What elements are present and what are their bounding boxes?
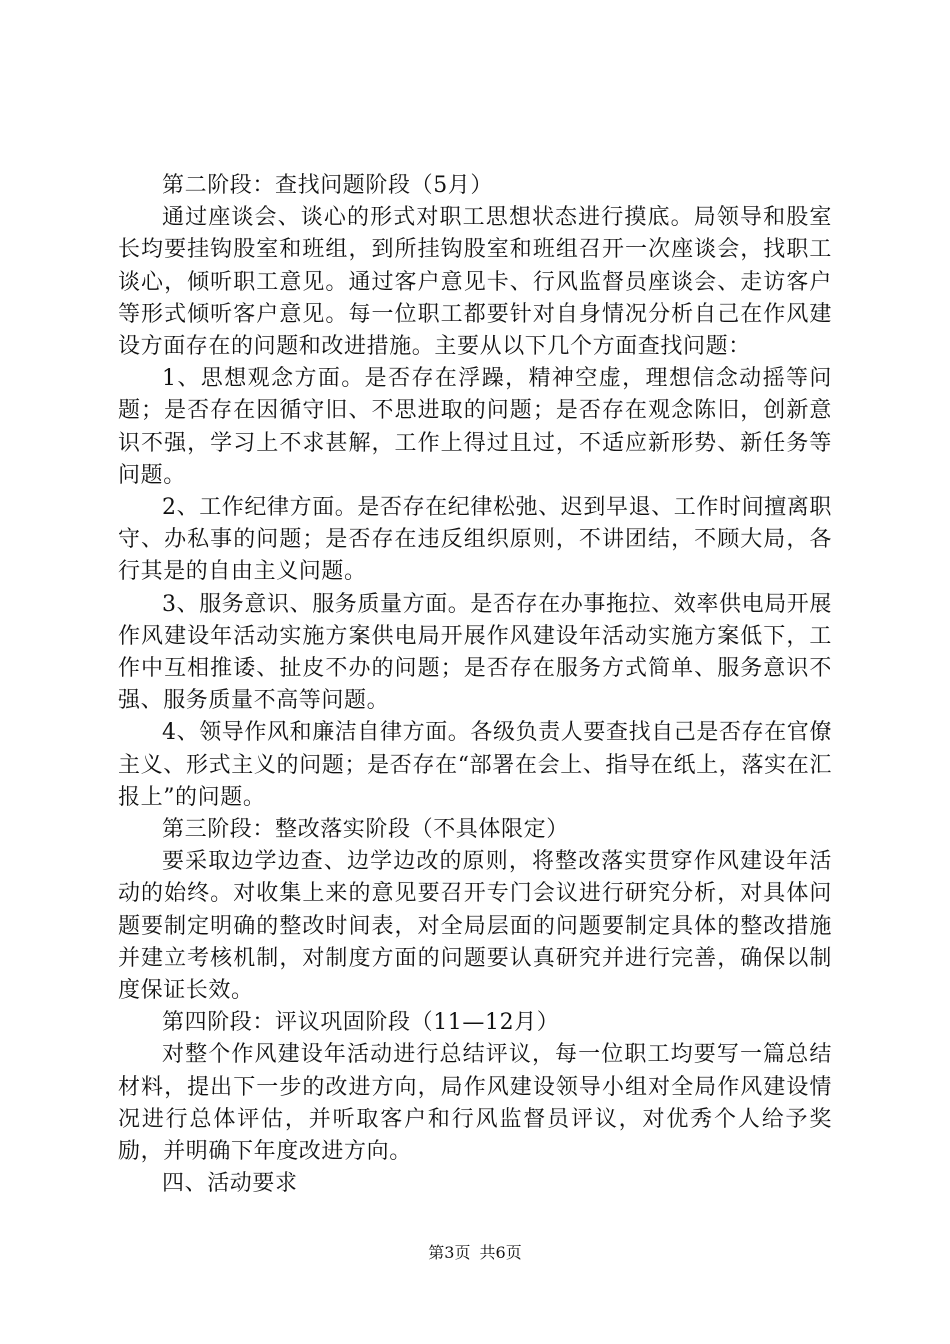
section-heading-stage-three: 第三阶段：整改落实阶段（不具体限定）	[162, 817, 569, 843]
paragraph-stage-four: 对整个作风建设年活动进行总结评议，每一位职工均要写一篇总结材料，提出下一步的改进方向，局作风建设领导小组对全局作风建设情况进行总体评估，并听取客户和行风监督员评议，对优秀个人给予奖励，并明确下年度改进方向。	[118, 1042, 832, 1165]
paragraph-stage-two-intro: 通过座谈会、谈心的形式对职工思想状态进行摸底。局领导和股室长均要挂钩股室和班组，到所挂钩股室和班组召开一次座谈会，找职工谈心，倾听职工意见。通过客户意见卡、行风监督员座谈会、走访客户等形式倾听客户意见。每一位职工都要针对自身情况分析自己在作风建设方面存在的问题和改进措施。主要从以下几个方面查找问题：	[118, 205, 832, 360]
paragraph-item-1: 1、思想观念方面。是否存在浮躁，精神空虚，理想信念动摇等问题；是否存在因循守旧、不思进取的问题；是否存在观念陈旧，创新意识不强，学习上不求甚解，工作上得过且过，不适应新形势、新任务等问题。	[118, 366, 832, 488]
document-body	[118, 170, 832, 1201]
paragraph-item-4: 4、领导作风和廉洁自律方面。各级负责人要查找自己是否存在官僚主义、形式主义的问题；是否存在“部署在会上、指导在纸上，落实在汇报上”的问题。	[118, 720, 832, 810]
paragraph-stage-three: 要采取边学边查、边学边改的原则，将整改落实贯穿作风建设年活动的始终。对收集上来的意见要召开专门会议进行研究分析，对具体问题要制定明确的整改时间表，对全局层面的问题要制定具体的整改措施并建立考核机制，对制度方面的问题要认真研究并进行完善，确保以制度保证长效。	[118, 849, 832, 1004]
paragraph-item-3: 3、服务意识、服务质量方面。是否存在办事拖拉、效率供电局开展作风建设年活动实施方案供电局开展作风建设年活动实施方案低下，工作中互相推诿、扯皮不办的问题；是否存在服务方式简单、服务意识不强、服务质量不高等问题。	[118, 591, 832, 714]
page-footer	[0, 1240, 950, 1263]
paragraph-item-2: 2、工作纪律方面。是否存在纪律松弛、迟到早退、工作时间擅离职守、办私事的问题；是否存在违反组织原则，不讲团结，不顾大局，各行其是的自由主义问题。	[118, 495, 832, 585]
section-heading-requirements: 四、活动要求	[162, 1171, 298, 1197]
page-number-total: 共6页	[479, 1243, 522, 1262]
section-heading-stage-two: 第二阶段：查找问题阶段（5月）	[162, 173, 493, 198]
section-heading-stage-four: 第四阶段：评议巩固阶段（11—12月）	[162, 1010, 560, 1036]
page-number-current: 第3页	[428, 1243, 471, 1262]
